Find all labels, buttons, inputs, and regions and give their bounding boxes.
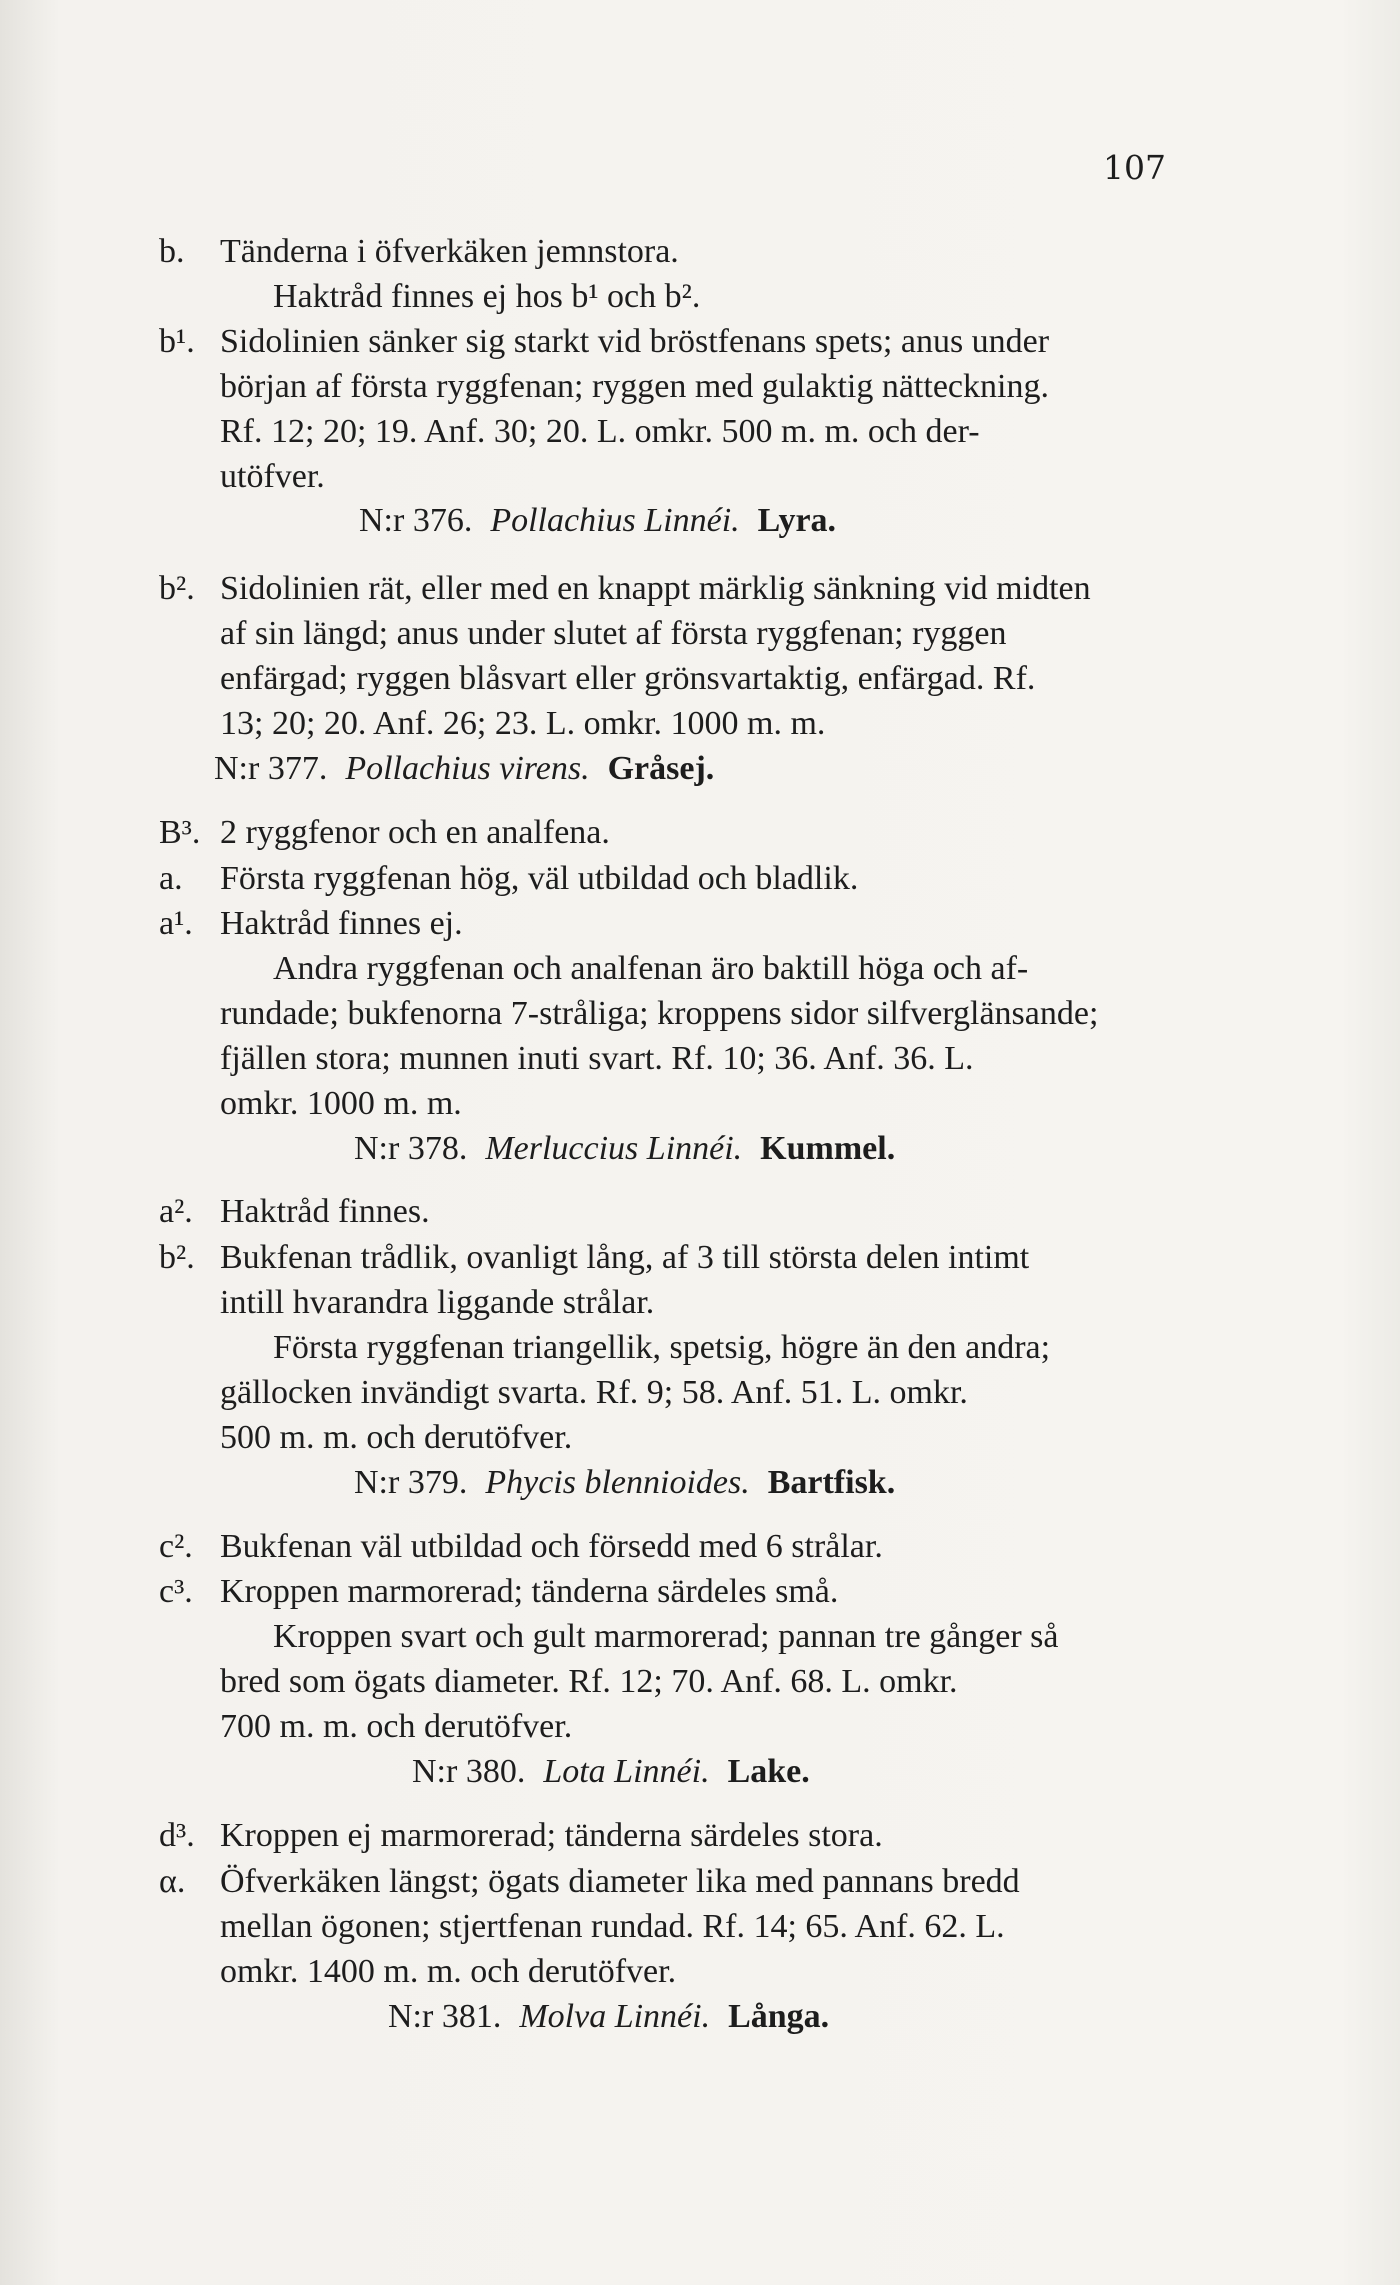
latin-name: Pollachius Linnéi. bbox=[490, 502, 740, 539]
text-line: början af första ryggfenan; ryggen med gulaktig nätteckning. bbox=[220, 368, 1049, 405]
species-number: N:r 377. bbox=[214, 750, 328, 787]
text-line: intill hvarandra liggande strålar. bbox=[220, 1284, 655, 1321]
species-number: N:r 376. bbox=[359, 502, 473, 539]
species-entry bbox=[388, 1997, 829, 2037]
entry-label: c². bbox=[159, 1528, 193, 1565]
text-line: Tänderna i öfverkäken jemnstora. bbox=[220, 233, 679, 270]
text-line: bred som ögats diameter. Rf. 12; 70. Anf. 68. L. omkr. bbox=[220, 1663, 958, 1700]
text-line: 2 ryggfenor och en analfena. bbox=[220, 814, 610, 851]
common-name: Gråsej. bbox=[607, 750, 715, 787]
entry-label: c³. bbox=[159, 1573, 193, 1610]
page-number: 107 bbox=[1103, 148, 1166, 187]
text-line: utöfver. bbox=[220, 458, 325, 495]
latin-name: Pollachius virens. bbox=[345, 750, 590, 787]
species-number: N:r 379. bbox=[354, 1464, 468, 1501]
species-number: N:r 378. bbox=[354, 1130, 468, 1167]
text-line: Sidolinien sänker sig starkt vid bröstfenans spets; anus under bbox=[220, 323, 1050, 360]
common-name: Lyra. bbox=[757, 502, 837, 539]
text-line: Bukfenan väl utbildad och försedd med 6 strålar. bbox=[220, 1528, 883, 1565]
text-line: mellan ögonen; stjertfenan rundad. Rf. 14; 65. Anf. 62. L. bbox=[220, 1908, 1005, 1945]
text-line: fjällen stora; munnen inuti svart. Rf. 10; 36. Anf. 36. L. bbox=[220, 1040, 974, 1077]
entry-label: B³. bbox=[159, 814, 201, 851]
species-entry bbox=[354, 1129, 895, 1169]
text-line: omkr. 1000 m. m. bbox=[220, 1085, 462, 1122]
text-line: Haktråd finnes. bbox=[220, 1193, 430, 1230]
text-line: Öfverkäken längst; ögats diameter lika med pannans bredd bbox=[220, 1863, 1020, 1900]
text-line: 13; 20; 20. Anf. 26; 23. L. omkr. 1000 m. m. bbox=[220, 705, 826, 742]
text-line: Rf. 12; 20; 19. Anf. 30; 20. L. omkr. 500 m. m. och der- bbox=[220, 413, 980, 450]
text-line: gällocken invändigt svarta. Rf. 9; 58. Anf. 51. L. omkr. bbox=[220, 1374, 968, 1411]
text-line: omkr. 1400 m. m. och derutöfver. bbox=[220, 1953, 677, 1990]
text-line: 700 m. m. och derutöfver. bbox=[220, 1708, 573, 1745]
entry-label: b². bbox=[159, 570, 195, 607]
text-line: Haktråd finnes ej hos b¹ och b². bbox=[273, 278, 701, 315]
entry-label: a². bbox=[159, 1193, 193, 1230]
species-entry bbox=[354, 1463, 895, 1503]
entry-label: b. bbox=[159, 233, 185, 270]
entry-label: d³. bbox=[159, 1817, 195, 1854]
entry-label: a. bbox=[159, 860, 183, 897]
species-entry bbox=[214, 749, 714, 789]
entry-label: a¹. bbox=[159, 905, 193, 942]
species-entry bbox=[412, 1752, 810, 1792]
text-line: Haktråd finnes ej. bbox=[220, 905, 463, 942]
latin-name: Phycis blennioides. bbox=[485, 1464, 750, 1501]
text-line: Kroppen marmorerad; tänderna särdeles små. bbox=[220, 1573, 839, 1610]
text-line: af sin längd; anus under slutet af första ryggfenan; ryggen bbox=[220, 615, 1007, 652]
latin-name: Lota Linnéi. bbox=[543, 1753, 710, 1790]
text-line: Kroppen svart och gult marmorerad; pannan tre gånger så bbox=[273, 1618, 1059, 1655]
common-name: Kummel. bbox=[760, 1130, 896, 1167]
latin-name: Merluccius Linnéi. bbox=[485, 1130, 743, 1167]
text-line: Andra ryggfenan och analfenan äro baktill höga och af- bbox=[273, 950, 1029, 987]
text-line: rundade; bukfenorna 7-stråliga; kroppens sidor silfverglänsande; bbox=[220, 995, 1099, 1032]
entry-label: b¹. bbox=[159, 323, 195, 360]
species-entry bbox=[359, 501, 836, 541]
common-name: Bartfisk. bbox=[767, 1464, 896, 1501]
text-line: enfärgad; ryggen blåsvart eller grönsvartaktig, enfärgad. Rf. bbox=[220, 660, 1036, 697]
text-line: Sidolinien rät, eller med en knappt märklig sänkning vid midten bbox=[220, 570, 1091, 607]
common-name: Långa. bbox=[728, 1998, 830, 2035]
entry-label: α. bbox=[159, 1863, 186, 1900]
text-line: Kroppen ej marmorerad; tänderna särdeles stora. bbox=[220, 1817, 883, 1854]
text-line: 500 m. m. och derutöfver. bbox=[220, 1419, 573, 1456]
text-line: Första ryggfenan hög, väl utbildad och bladlik. bbox=[220, 860, 859, 897]
species-number: N:r 380. bbox=[412, 1753, 526, 1790]
entry-label: b². bbox=[159, 1239, 195, 1276]
latin-name: Molva Linnéi. bbox=[519, 1998, 711, 2035]
text-line: Bukfenan trådlik, ovanligt lång, af 3 till största delen intimt bbox=[220, 1239, 1030, 1276]
text-line: Första ryggfenan triangellik, spetsig, högre än den andra; bbox=[273, 1329, 1051, 1366]
common-name: Lake. bbox=[727, 1753, 810, 1790]
species-number: N:r 381. bbox=[388, 1998, 502, 2035]
